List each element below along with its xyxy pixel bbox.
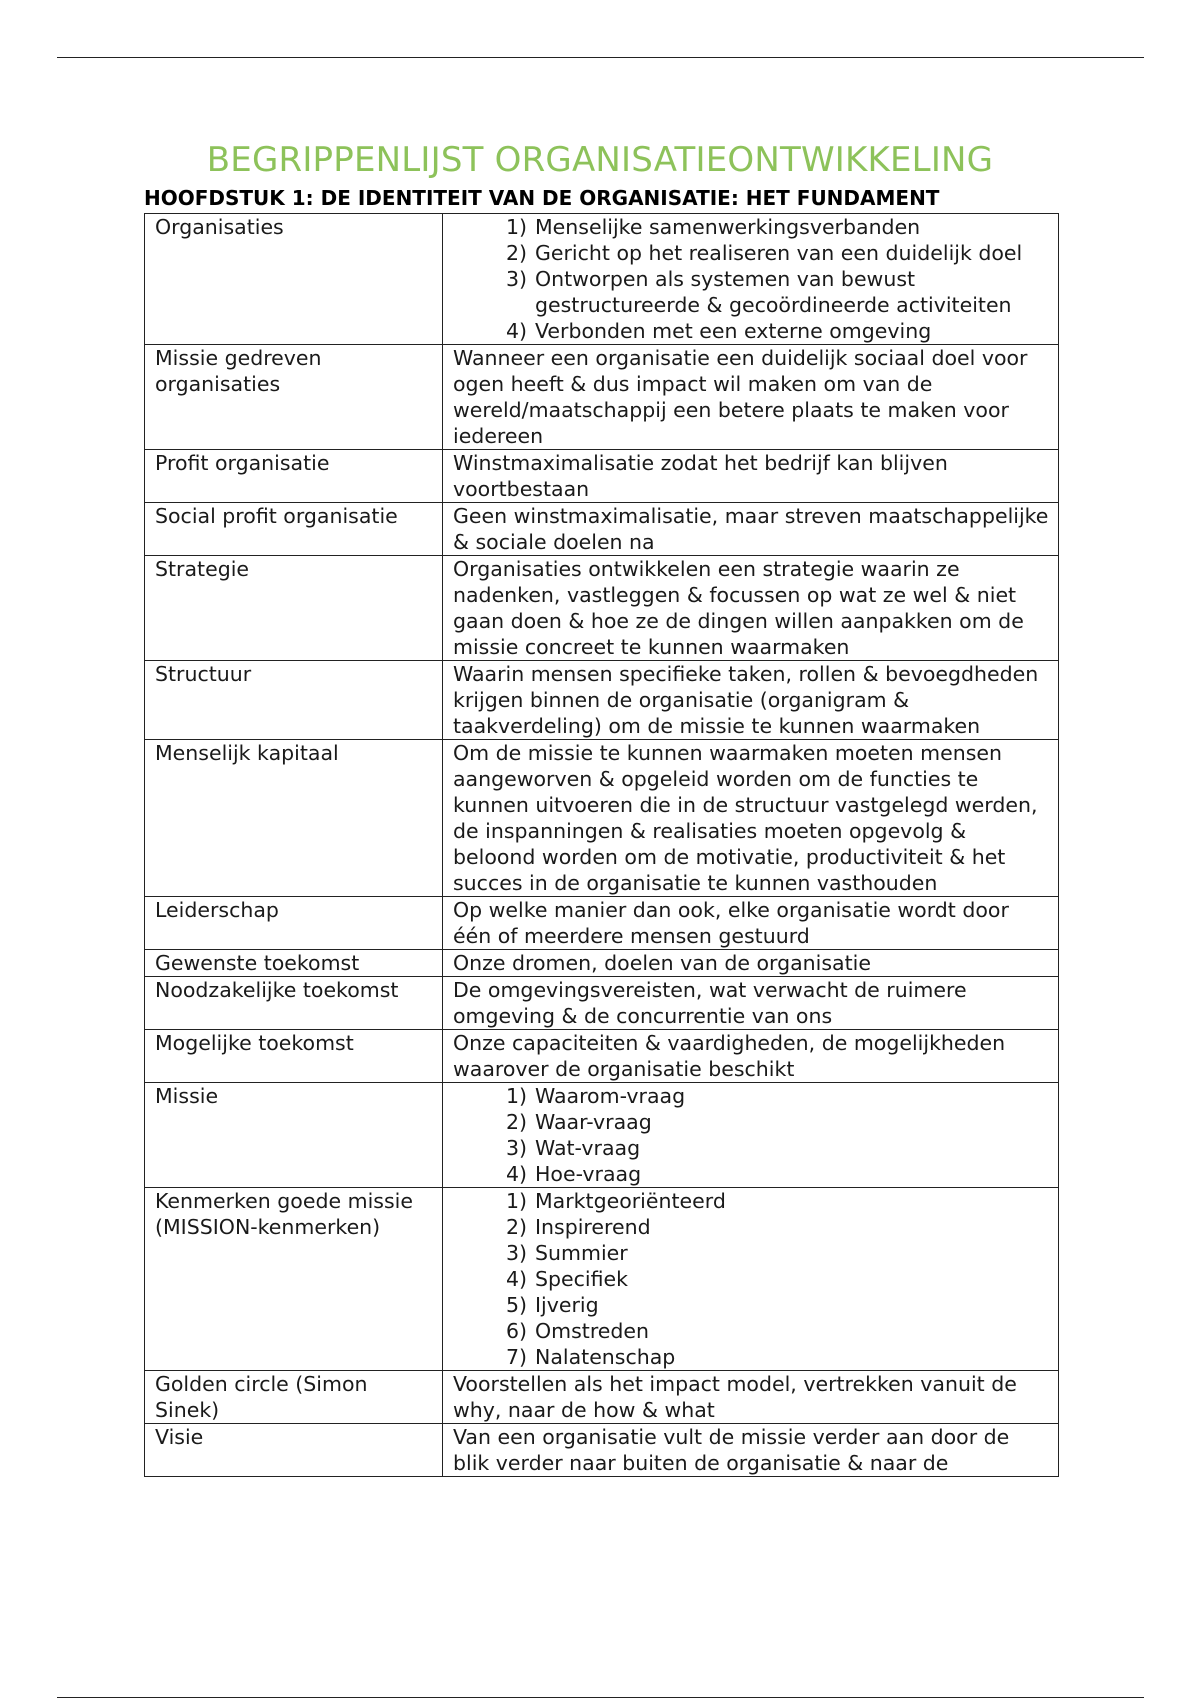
term-label: Leiderschap	[155, 898, 279, 922]
list-text: Verbonden met een externe omgeving	[535, 319, 932, 343]
list-item	[491, 1292, 1050, 1318]
term-cell	[145, 977, 443, 1030]
table-row	[145, 214, 1059, 345]
definition-text: Onze capaciteiten & vaardigheden, de mogelijkheden waarover de organisatie beschikt	[453, 1031, 1006, 1081]
term-cell	[145, 1188, 443, 1371]
term-cell	[145, 1083, 443, 1188]
definition-cell	[443, 450, 1059, 503]
list-number: 2)	[505, 1110, 527, 1134]
term-label: Social profit organisatie	[155, 504, 398, 528]
list-number: 4)	[505, 1267, 527, 1291]
list-item	[491, 1344, 1050, 1370]
definition-cell	[443, 897, 1059, 950]
list-number: 1)	[505, 1084, 527, 1108]
list-text: Nalatenschap	[535, 1345, 676, 1369]
list-number: 6)	[505, 1319, 527, 1343]
definition-text: Waarin mensen specifieke taken, rollen & bevoegdheden krijgen binnen de organisatie (organigram & taakverdeling) om de missie te kunnen waarmaken	[453, 662, 1039, 738]
table-row	[145, 1083, 1059, 1188]
definition-list	[453, 1188, 1050, 1370]
list-item	[491, 1161, 1050, 1187]
table-row	[145, 1030, 1059, 1083]
list-text: Omstreden	[535, 1319, 650, 1343]
list-item	[491, 1214, 1050, 1240]
term-cell	[145, 950, 443, 977]
term-label: Organisaties	[155, 215, 284, 239]
term-label: Visie	[155, 1425, 204, 1449]
table-row	[145, 977, 1059, 1030]
term-cell	[145, 1424, 443, 1477]
term-cell	[145, 740, 443, 897]
definition-cell	[443, 214, 1059, 345]
term-cell	[145, 450, 443, 503]
definition-text: Organisaties ontwikkelen een strategie waarin ze nadenken, vastleggen & focussen op wat ze wel & niet gaan doen & hoe ze de dingen willen aanpakken om de missie concreet te kunnen waarmaken	[453, 557, 1024, 659]
definition-cell	[443, 950, 1059, 977]
table-row	[145, 450, 1059, 503]
list-item	[491, 240, 1050, 266]
list-text: Waar-vraag	[535, 1110, 652, 1134]
definition-cell	[443, 1371, 1059, 1424]
term-cell	[145, 214, 443, 345]
table-row	[145, 1424, 1059, 1477]
list-number: 3)	[505, 1241, 527, 1265]
definition-text: Onze dromen, doelen van de organisatie	[453, 951, 871, 975]
list-item	[491, 1109, 1050, 1135]
term-label: Strategie	[155, 557, 250, 581]
definition-cell	[443, 661, 1059, 740]
definition-text: Wanneer een organisatie een duidelijk sociaal doel voor ogen heeft & dus impact wil maken om van de wereld/maatschappij een betere plaats te maken voor iedereen	[453, 346, 1028, 448]
table-row	[145, 897, 1059, 950]
list-item	[491, 1266, 1050, 1292]
list-text: Menselijke samenwerkingsverbanden	[535, 215, 921, 239]
list-item	[491, 1318, 1050, 1344]
definition-cell	[443, 1083, 1059, 1188]
term-label: Structuur	[155, 662, 252, 686]
list-text: Ijverig	[535, 1293, 599, 1317]
list-text: Ontworpen als systemen van bewust gestructureerde & gecoördineerde activiteiten	[535, 267, 1012, 317]
list-number: 3)	[505, 267, 527, 291]
header-rule	[57, 57, 1144, 58]
table-row	[145, 345, 1059, 450]
list-text: Hoe-vraag	[535, 1162, 642, 1186]
term-label: Kenmerken goede missie (MISSION-kenmerken)	[155, 1189, 413, 1239]
chapter-heading: HOOFDSTUK 1: DE IDENTITEIT VAN DE ORGANISATIE: HET FUNDAMENT	[144, 186, 940, 210]
definition-text: Om de missie te kunnen waarmaken moeten mensen aangeworven & opgeleid worden om de functies te kunnen uitvoeren die in de structuur vastgelegd werden, de inspanningen & realisaties moeten opgevolg & beloond worden om de motivatie, productiviteit & het succes in de organisatie te kunnen vasthouden	[453, 741, 1038, 895]
table-row	[145, 1371, 1059, 1424]
term-cell	[145, 1371, 443, 1424]
term-cell	[145, 897, 443, 950]
list-number: 4)	[505, 319, 527, 343]
list-number: 3)	[505, 1136, 527, 1160]
list-number: 7)	[505, 1345, 527, 1369]
definition-text: Voorstellen als het impact model, vertrekken vanuit de why, naar de how & what	[453, 1372, 1017, 1422]
term-label: Profit organisatie	[155, 451, 330, 475]
term-label: Golden circle (Simon Sinek)	[155, 1372, 368, 1422]
term-cell	[145, 1030, 443, 1083]
table-row	[145, 661, 1059, 740]
definition-text: Op welke manier dan ook, elke organisatie wordt door één of meerdere mensen gestuurd	[453, 898, 1009, 948]
term-label: Noodzakelijke toekomst	[155, 978, 399, 1002]
list-item	[491, 1083, 1050, 1109]
term-label: Mogelijke toekomst	[155, 1031, 354, 1055]
term-label: Missie gedreven organisaties	[155, 346, 322, 396]
list-number: 5)	[505, 1293, 527, 1317]
definition-cell	[443, 1188, 1059, 1371]
list-number: 1)	[505, 1189, 527, 1213]
list-number: 2)	[505, 241, 527, 265]
list-text: Marktgeoriënteerd	[535, 1189, 726, 1213]
document-title: BEGRIPPENLIJST ORGANISATIEONTWIKKELING	[206, 140, 994, 180]
table-row	[145, 556, 1059, 661]
definition-text: Geen winstmaximalisatie, maar streven maatschappelijke & sociale doelen na	[453, 504, 1049, 554]
definition-cell	[443, 1424, 1059, 1477]
term-cell	[145, 503, 443, 556]
list-item	[491, 1188, 1050, 1214]
definition-cell	[443, 556, 1059, 661]
list-text: Gericht op het realiseren van een duidelijk doel	[535, 241, 1023, 265]
list-text: Inspirerend	[535, 1215, 651, 1239]
term-label: Missie	[155, 1084, 219, 1108]
list-item	[491, 318, 1050, 344]
definition-text: De omgevingsvereisten, wat verwacht de ruimere omgeving & de concurrentie van ons	[453, 978, 967, 1028]
list-item	[491, 1240, 1050, 1266]
list-item	[491, 266, 1050, 318]
table-row	[145, 740, 1059, 897]
table-row	[145, 1188, 1059, 1371]
list-text: Waarom-vraag	[535, 1084, 686, 1108]
list-text: Wat-vraag	[535, 1136, 641, 1160]
table-row	[145, 503, 1059, 556]
definition-cell	[443, 740, 1059, 897]
glossary-table	[144, 213, 1059, 1477]
definition-cell	[443, 977, 1059, 1030]
term-label: Gewenste toekomst	[155, 951, 360, 975]
definition-cell	[443, 345, 1059, 450]
term-cell	[145, 345, 443, 450]
footer-rule	[57, 1697, 1144, 1698]
list-item	[491, 214, 1050, 240]
list-number: 1)	[505, 215, 527, 239]
definition-list	[453, 1083, 1050, 1187]
list-text: Specifiek	[535, 1267, 629, 1291]
list-number: 4)	[505, 1162, 527, 1186]
term-cell	[145, 661, 443, 740]
table-row	[145, 950, 1059, 977]
term-cell	[145, 556, 443, 661]
definition-cell	[443, 1030, 1059, 1083]
definition-text: Van een organisatie vult de missie verder aan door de blik verder naar buiten de organisatie & naar de	[453, 1425, 1010, 1475]
definition-list	[453, 214, 1050, 344]
term-label: Menselijk kapitaal	[155, 741, 339, 765]
definition-text: Winstmaximalisatie zodat het bedrijf kan blijven voortbestaan	[453, 451, 948, 501]
list-number: 2)	[505, 1215, 527, 1239]
definition-cell	[443, 503, 1059, 556]
list-item	[491, 1135, 1050, 1161]
list-text: Summier	[535, 1241, 628, 1265]
